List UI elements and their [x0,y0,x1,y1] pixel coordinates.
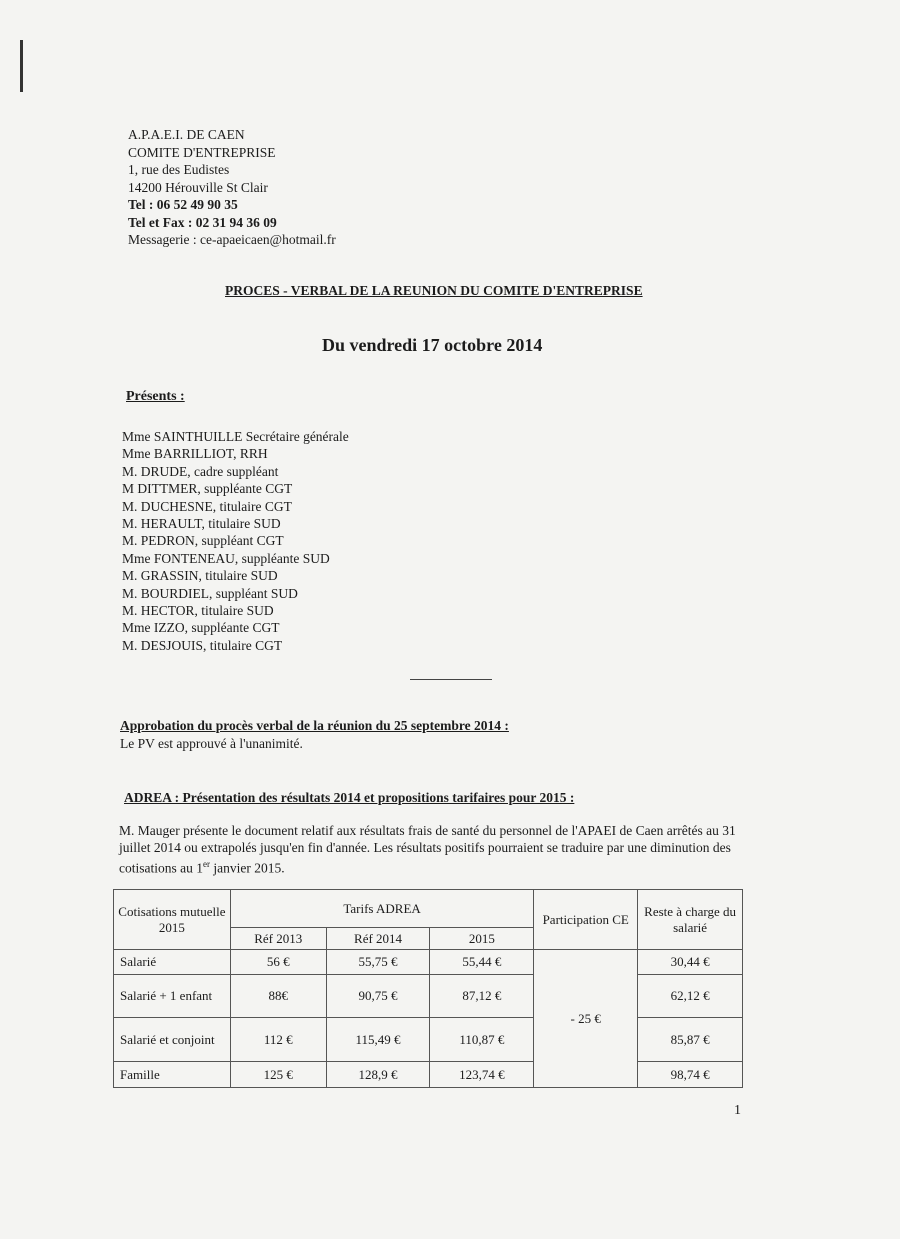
cell-2015: 87,12 € [430,975,534,1018]
cell-ref2014: 90,75 € [326,975,430,1018]
cell-ref2014: 128,9 € [326,1062,430,1088]
section-approval-heading: Approbation du procès verbal de la réunion du 25 septembre 2014 : [120,718,509,733]
section-adrea-paragraph [119,822,744,877]
attendee: M. BOURDIEL, suppléant SUD [122,585,298,601]
email: Messagerie : ce-apaeicaen@hotmail.fr [128,232,336,247]
org-name: A.P.A.E.I. DE CAEN [128,127,245,142]
attendee: M DITTMER, suppléante CGT [122,481,293,497]
row-label: Famille [114,1062,231,1088]
cell-ref2013: 112 € [230,1018,326,1062]
document-title: PROCES - VERBAL DE LA REUNION DU COMITE D'ENTREPRISE [225,283,643,298]
cell-participation: - 25 € [534,950,638,1088]
row-label: Salarié + 1 enfant [114,975,231,1018]
attendee-list [122,428,349,654]
attendee: Mme FONTENEAU, suppléante SUD [122,550,330,566]
table-row [114,975,743,1018]
row-label: Salarié [114,950,231,975]
row-label: Salarié et conjoint [114,1018,231,1062]
attendee: M. DESJOUIS, titulaire CGT [122,637,283,653]
table-row [114,950,743,975]
paragraph-text: M. Mauger présente le document relatif aux résultats frais de santé du personnel de l'APAEI de Caen arrêtés au 31 juillet 2014 ou extrapolés jusqu'en fin d'année. Les résultats positifs pourraient se traduire par une diminution des cotisations au 1 [119,823,736,876]
header-ref2014: Réf 2014 [326,928,430,950]
address-street: 1, rue des Eudistes [128,162,230,177]
cell-reste: 85,87 € [638,1018,743,1062]
paragraph-superscript: er [203,859,210,869]
header-cotisations: Cotisations mutuelle 2015 [114,890,231,950]
cell-reste: 30,44 € [638,950,743,975]
header-ref2013: Réf 2013 [230,928,326,950]
tariffs-table [113,889,743,1088]
phone: Tel : 06 52 49 90 35 [128,197,238,212]
cell-ref2013: 125 € [230,1062,326,1088]
letterhead [128,126,336,249]
separator-line [410,679,492,680]
cell-ref2014: 115,49 € [326,1018,430,1062]
scan-margin-mark [20,40,23,92]
cell-ref2013: 56 € [230,950,326,975]
phone-fax: Tel et Fax : 02 31 94 36 09 [128,214,277,230]
cell-2015: 55,44 € [430,950,534,975]
cell-2015: 110,87 € [430,1018,534,1062]
attendee: M. HERAULT, titulaire SUD [122,516,281,532]
attendee: M. HECTOR, titulaire SUD [122,603,274,619]
page-number: 1 [734,1103,741,1118]
attendee: M. DRUDE, cadre suppléant [122,463,279,479]
section-adrea-heading: ADREA : Présentation des résultats 2014 et propositions tarifaires pour 2015 : [124,790,575,805]
attendee: Mme BARRILLIOT, RRH [122,446,268,462]
cell-reste: 98,74 € [638,1062,743,1088]
table-row [114,1062,743,1088]
attendee: Mme SAINTHUILLE Secrétaire générale [122,429,349,444]
header-2015: 2015 [430,928,534,950]
header-reste: Reste à charge du salarié [638,890,743,950]
attendee: M. GRASSIN, titulaire SUD [122,568,278,584]
address-city: 14200 Hérouville St Clair [128,179,268,195]
table-row [114,1018,743,1062]
cell-ref2013: 88€ [230,975,326,1018]
paragraph-text-end: janvier 2015. [210,860,285,876]
meeting-date: Du vendredi 17 octobre 2014 [322,335,543,355]
cell-reste: 62,12 € [638,975,743,1018]
header-tarifs-adrea: Tarifs ADREA [230,890,533,928]
cell-2015: 123,74 € [430,1062,534,1088]
presents-heading: Présents : [126,389,185,404]
cell-ref2014: 55,75 € [326,950,430,975]
attendee: Mme IZZO, suppléante CGT [122,620,280,636]
section-approval-text: Le PV est approuvé à l'unanimité. [120,736,303,751]
header-participation: Participation CE [534,890,638,950]
committee-name: COMITE D'ENTREPRISE [128,144,276,160]
attendee: M. PEDRON, suppléant CGT [122,533,284,549]
attendee: M. DUCHESNE, titulaire CGT [122,498,292,514]
